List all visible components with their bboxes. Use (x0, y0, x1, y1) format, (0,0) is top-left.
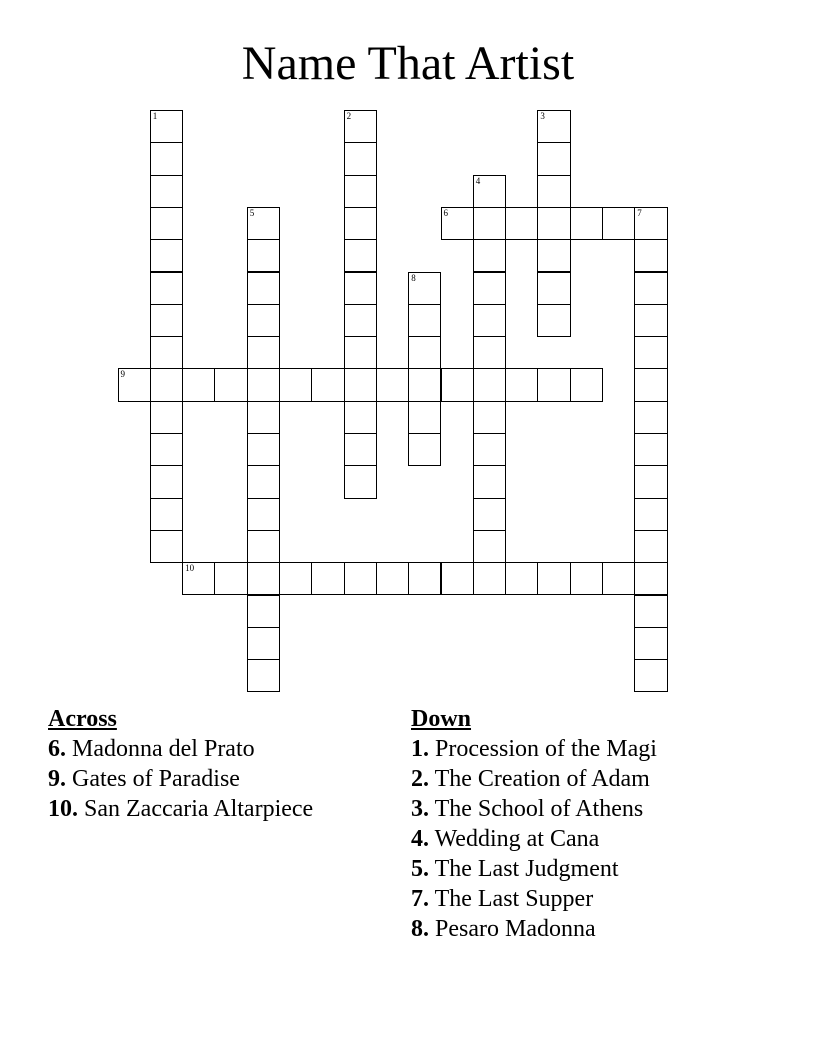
down-clues (411, 704, 657, 944)
grid-cell[interactable] (247, 627, 280, 660)
grid-cell[interactable] (150, 207, 183, 240)
grid-cell[interactable] (182, 368, 215, 401)
grid-cell[interactable] (408, 272, 441, 305)
grid-cell[interactable] (473, 175, 506, 208)
grid-cell[interactable] (118, 368, 151, 401)
grid-cell[interactable] (441, 562, 474, 595)
grid-cell[interactable] (537, 562, 570, 595)
grid-cell[interactable] (279, 368, 312, 401)
page-title: Name That Artist (241, 37, 575, 90)
grid-cell[interactable] (634, 433, 667, 466)
grid-cell[interactable] (473, 562, 506, 595)
clue-number: 7 (637, 207, 642, 218)
grid-cell[interactable] (247, 498, 280, 531)
grid-cell[interactable] (473, 368, 506, 401)
grid-cell[interactable] (570, 207, 603, 240)
grid-cell[interactable] (634, 304, 667, 337)
clue-number: 6 (443, 207, 448, 218)
grid-cell[interactable] (634, 498, 667, 531)
grid-cell[interactable] (634, 336, 667, 369)
grid-cell[interactable] (247, 239, 280, 272)
grid-cell[interactable] (408, 336, 441, 369)
grid-cell[interactable] (634, 595, 667, 628)
grid-cell[interactable] (247, 433, 280, 466)
grid-cell[interactable] (408, 368, 441, 401)
grid-cell[interactable] (344, 368, 377, 401)
grid-cell[interactable] (634, 207, 667, 240)
grid-cell[interactable] (247, 304, 280, 337)
grid-cell[interactable] (473, 239, 506, 272)
grid-cell[interactable] (247, 659, 280, 692)
clue-number: 4 (475, 175, 481, 186)
grid-cell[interactable] (344, 142, 377, 175)
grid-cell[interactable] (150, 304, 183, 337)
grid-cell[interactable] (634, 368, 667, 401)
grid-cell[interactable] (376, 562, 409, 595)
clue-down-1: 1. Procession of the Magi (411, 736, 657, 762)
grid-cell[interactable] (214, 562, 247, 595)
grid-cell[interactable] (247, 595, 280, 628)
clue-across-9: 9. Gates of Paradise (48, 766, 240, 792)
grid-cell[interactable] (279, 562, 312, 595)
grid-cell[interactable] (441, 207, 474, 240)
grid-cell[interactable] (473, 530, 506, 563)
grid-cell[interactable] (602, 207, 635, 240)
grid-cell[interactable] (634, 530, 667, 563)
grid-cell[interactable] (344, 336, 377, 369)
grid-cell[interactable] (441, 368, 474, 401)
grid-cell[interactable] (150, 142, 183, 175)
grid-cell[interactable] (344, 465, 377, 498)
grid-cell[interactable] (344, 207, 377, 240)
grid-cell[interactable] (634, 465, 667, 498)
grid-cell[interactable] (634, 272, 667, 305)
clue-number: 2 (346, 111, 352, 121)
grid-cell[interactable] (408, 433, 441, 466)
grid-cell[interactable] (344, 239, 377, 272)
grid-cell[interactable] (408, 401, 441, 434)
grid-cell[interactable] (150, 368, 183, 401)
grid-cell[interactable] (247, 207, 280, 240)
grid-cell[interactable] (570, 368, 603, 401)
grid-cell[interactable] (182, 562, 215, 595)
grid-cell[interactable] (150, 239, 183, 272)
grid-cell[interactable] (473, 465, 506, 498)
grid-cell[interactable] (344, 110, 377, 143)
clue-down-3: 3. The School of Athens (411, 796, 644, 822)
grid-cell[interactable] (150, 110, 183, 143)
grid-cell[interactable] (505, 368, 538, 401)
grid-cell[interactable] (150, 272, 183, 305)
grid-cell[interactable] (473, 401, 506, 434)
grid-cell[interactable] (537, 239, 570, 272)
grid-cell[interactable] (537, 207, 570, 240)
grid-cell[interactable] (247, 401, 280, 434)
grid-cell[interactable] (150, 530, 183, 563)
grid-cell[interactable] (376, 368, 409, 401)
clue-number: 9 (120, 369, 125, 380)
grid-cell[interactable] (247, 530, 280, 563)
grid-cell[interactable] (473, 336, 506, 369)
clue-across-6: 6. Madonna del Prato (48, 736, 255, 762)
grid-cell[interactable] (247, 562, 280, 595)
grid-cell[interactable] (505, 207, 538, 240)
clue-number: 10 (185, 563, 195, 574)
grid-cell[interactable] (150, 175, 183, 208)
grid-cell[interactable] (344, 433, 377, 466)
grid-cell[interactable] (634, 401, 667, 434)
grid-cell[interactable] (344, 304, 377, 337)
grid-cell[interactable] (150, 498, 183, 531)
clue-down-4: 4. Wedding at Cana (411, 826, 600, 852)
grid-cell[interactable] (634, 562, 667, 595)
clue-number: 8 (411, 272, 416, 283)
grid-cell[interactable] (473, 433, 506, 466)
grid-cell[interactable] (537, 110, 570, 143)
grid-cell[interactable] (408, 304, 441, 337)
grid-cell[interactable] (150, 401, 183, 434)
grid-cell[interactable] (247, 336, 280, 369)
grid-cell[interactable] (537, 304, 570, 337)
grid-cell[interactable] (537, 368, 570, 401)
grid-cell[interactable] (150, 433, 183, 466)
grid-cell[interactable] (505, 562, 538, 595)
clue-number: 3 (540, 111, 545, 121)
grid-cell[interactable] (344, 272, 377, 305)
grid-cell[interactable] (570, 562, 603, 595)
clue-down-5: 5. The Last Judgment (411, 856, 619, 882)
grid-cell[interactable] (408, 562, 441, 595)
grid-cell[interactable] (247, 272, 280, 305)
grid-cell[interactable] (473, 498, 506, 531)
clue-down-8: 8. Pesaro Madonna (411, 916, 596, 942)
clue-number: 5 (249, 207, 255, 218)
grid-cell[interactable] (473, 207, 506, 240)
grid-cell[interactable] (344, 562, 377, 595)
clue-number: 1 (152, 111, 158, 121)
across-clues (48, 704, 313, 824)
grid-cell[interactable] (634, 627, 667, 660)
grid-cell[interactable] (473, 304, 506, 337)
grid-cell[interactable] (214, 368, 247, 401)
grid-cell[interactable] (311, 562, 344, 595)
grid-cell[interactable] (537, 142, 570, 175)
grid-cell[interactable] (634, 239, 667, 272)
grid-cell[interactable] (311, 368, 344, 401)
grid-cell[interactable] (150, 465, 183, 498)
grid-cell[interactable] (473, 272, 506, 305)
clue-down-2: 2. The Creation of Adam (411, 766, 650, 792)
grid-cell[interactable] (344, 401, 377, 434)
grid-cell[interactable] (537, 272, 570, 305)
down-heading: Down (411, 706, 472, 732)
grid-cell[interactable] (344, 175, 377, 208)
grid-cell[interactable] (247, 368, 280, 401)
across-heading: Across (48, 706, 117, 732)
grid-cell[interactable] (602, 562, 635, 595)
grid-cell[interactable] (537, 175, 570, 208)
clue-across-10: 10. San Zaccaria Altarpiece (48, 796, 314, 822)
grid-cell[interactable] (247, 465, 280, 498)
grid-cell[interactable] (150, 336, 183, 369)
grid-cell[interactable] (634, 659, 667, 692)
clue-down-7: 7. The Last Supper (411, 886, 594, 912)
